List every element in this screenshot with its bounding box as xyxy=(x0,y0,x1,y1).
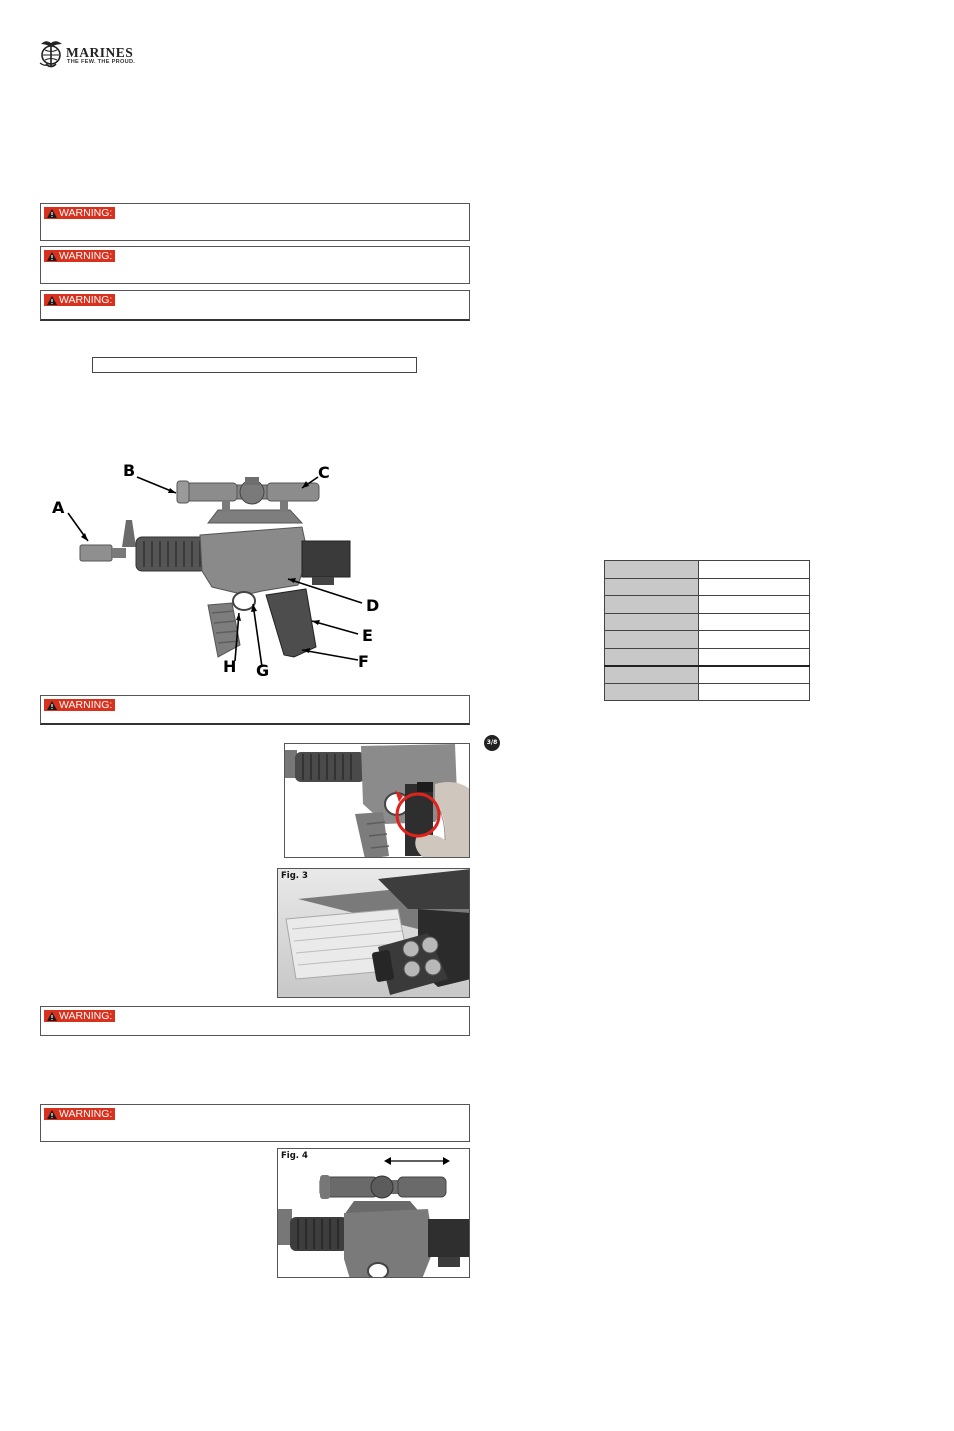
figure-photo-trigger xyxy=(284,743,470,858)
warning-box xyxy=(40,695,470,725)
brand-tagline: THE FEW. THE PROUD. xyxy=(67,59,136,65)
table-cell-value xyxy=(699,596,810,614)
warning-label-text: WARNING: xyxy=(59,1010,113,1022)
rifle-selector-photo xyxy=(285,744,470,858)
table-row xyxy=(605,561,810,579)
marines-logo xyxy=(38,38,150,70)
warning-box xyxy=(40,1006,470,1036)
table-cell-key xyxy=(605,666,699,684)
callout-b: B xyxy=(123,461,136,480)
table-cell-key xyxy=(605,561,699,579)
table-row xyxy=(605,631,810,649)
warning-label xyxy=(44,1010,115,1022)
callout-g: G xyxy=(256,661,270,680)
warning-label xyxy=(44,699,115,711)
table-cell-value xyxy=(699,631,810,649)
warning-label-text: WARNING: xyxy=(59,699,113,711)
table-cell-key xyxy=(605,683,699,701)
warning-label xyxy=(44,1108,115,1120)
warning-label-text: WARNING: xyxy=(59,294,113,306)
figure-4-label: Fig. 4 xyxy=(281,1151,308,1161)
empty-outlined-box xyxy=(92,357,417,373)
table-row xyxy=(605,578,810,596)
brand-wordmark: MARINES xyxy=(66,45,134,60)
warning-label-text: WARNING: xyxy=(59,250,113,262)
warning-box xyxy=(40,203,470,241)
table-cell-value xyxy=(699,613,810,631)
eagle-globe-anchor-icon xyxy=(38,38,66,68)
table-cell-value xyxy=(699,666,810,684)
table-row xyxy=(605,648,810,666)
warning-triangle-icon xyxy=(47,296,57,305)
table-cell-key xyxy=(605,648,699,666)
table-cell-key xyxy=(605,578,699,596)
figure-3-photo xyxy=(277,868,470,998)
warning-box xyxy=(40,246,470,284)
warning-label xyxy=(44,294,115,306)
callout-h: H xyxy=(223,657,237,676)
warning-label xyxy=(44,207,115,219)
warning-triangle-icon xyxy=(47,1110,57,1119)
table-cell-key xyxy=(605,613,699,631)
table-row xyxy=(605,666,810,684)
callout-a: A xyxy=(52,498,65,517)
table-cell-value xyxy=(699,578,810,596)
rifle-parts-diagram xyxy=(40,455,470,690)
round-badge-icon: 3/8 xyxy=(484,735,500,751)
table-cell-value xyxy=(699,648,810,666)
rifle-illustration xyxy=(40,455,470,690)
warning-label-text: WARNING: xyxy=(59,207,113,219)
warning-triangle-icon xyxy=(47,252,57,261)
callout-e: E xyxy=(362,626,373,645)
callout-c: C xyxy=(318,463,330,482)
figure-3-label: Fig. 3 xyxy=(281,871,308,881)
callout-d: D xyxy=(366,596,380,615)
table-cell-value xyxy=(699,561,810,579)
table-cell-value xyxy=(699,683,810,701)
warning-triangle-icon xyxy=(47,1012,57,1021)
warning-triangle-icon xyxy=(47,701,57,710)
scope-adjust-photo xyxy=(278,1149,470,1278)
table-cell-key xyxy=(605,631,699,649)
spec-table xyxy=(604,560,810,701)
warning-box xyxy=(40,1104,470,1142)
warning-triangle-icon xyxy=(47,209,57,218)
table-row xyxy=(605,613,810,631)
table-cell-key xyxy=(605,596,699,614)
table-row xyxy=(605,683,810,701)
figure-4-photo xyxy=(277,1148,470,1278)
warning-box xyxy=(40,290,470,321)
warning-label-text: WARNING: xyxy=(59,1108,113,1120)
warning-label xyxy=(44,250,115,262)
battery-compartment-photo xyxy=(278,869,470,998)
callout-f: F xyxy=(358,652,369,671)
table-row xyxy=(605,596,810,614)
